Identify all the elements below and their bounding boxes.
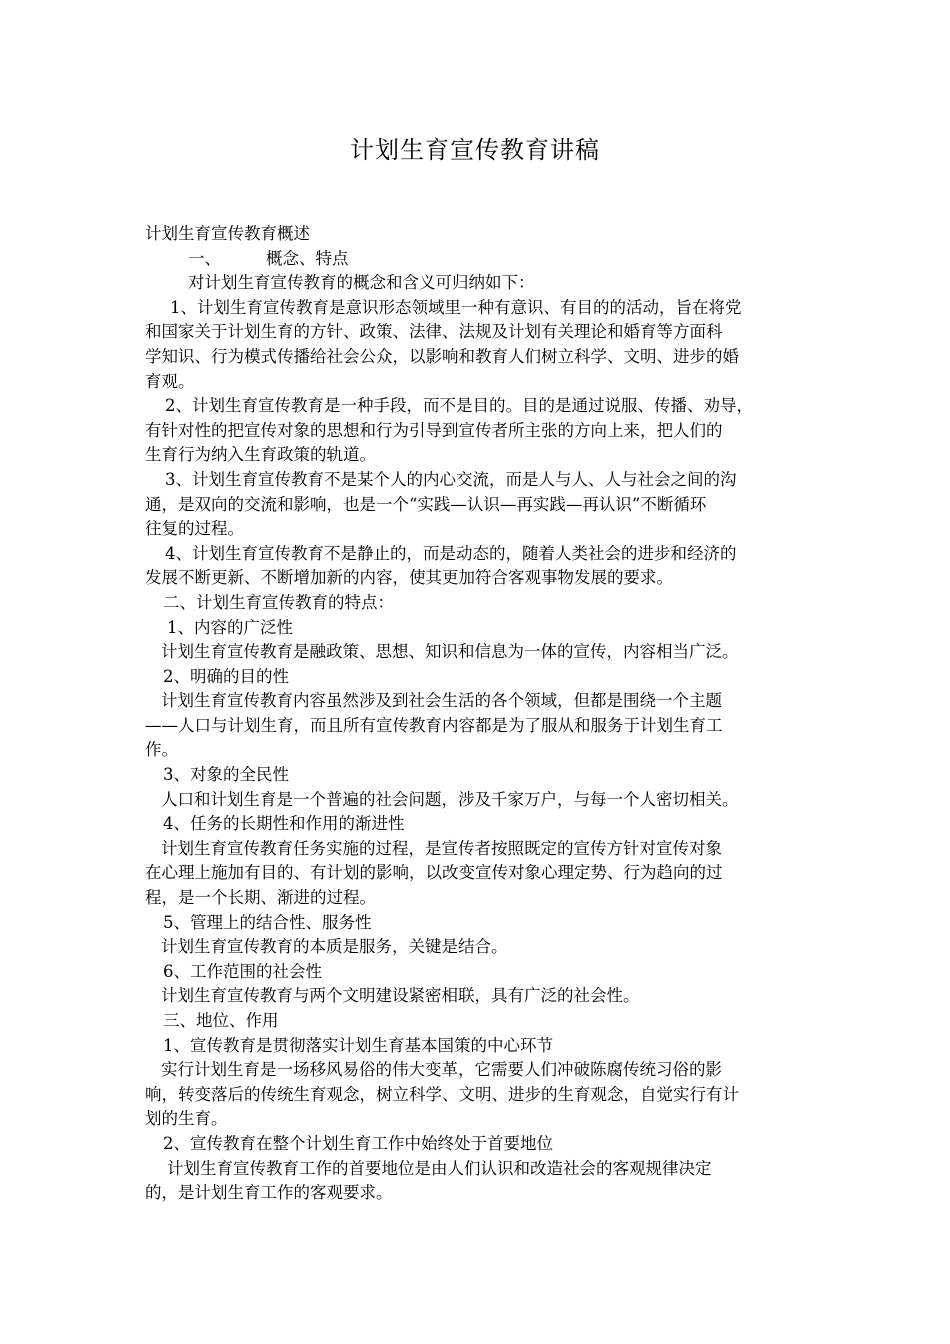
subsection-heading: 1、内容的广泛性 xyxy=(167,617,293,637)
paragraph-line: 往复的过程。 xyxy=(145,519,244,539)
paragraph-line: 划的生育。 xyxy=(145,1109,228,1129)
section-heading: 二、计划生育宣传教育的特点： xyxy=(163,592,394,612)
paragraph-line: 生育行为纳入生育政策的轨道。 xyxy=(145,445,376,465)
paragraph-line: 的，是计划生育工作的客观要求。 xyxy=(145,1183,393,1203)
paragraph-line: 计划生育宣传教育的本质是服务，关键是结合。 xyxy=(161,937,508,957)
paragraph-line: 程，是一个长期、渐进的过程。 xyxy=(145,888,376,908)
paragraph-line: 计划生育宣传教育工作的首要地位是由人们认识和改造社会的客观规律决定 xyxy=(167,1158,712,1178)
subsection-heading: 2、明确的目的性 xyxy=(163,666,289,686)
subsection-heading: 3、对象的全民性 xyxy=(163,765,289,785)
section-title: 概念、特点 xyxy=(266,248,349,268)
paragraph-line: 作。 xyxy=(145,740,178,760)
paragraph-line: 响，转变落后的传统生育观念，树立科学、文明、进步的生育观念，自觉实行有计 xyxy=(145,1084,739,1104)
section-number: 一、 xyxy=(188,248,221,268)
subsection-heading: 1、宣传教育是贯彻落实计划生育基本国策的中心环节 xyxy=(163,1035,553,1055)
subsection-heading: 2、宣传教育在整个计划生育工作中始终处于首要地位 xyxy=(163,1133,553,1153)
section-heading: 三、地位、作用 xyxy=(163,1011,279,1030)
paragraph-line: 1、计划生育宣传教育是意识形态领域里一种有意识、有目的的活动，旨在将党 xyxy=(170,297,742,317)
paragraph-line: 实行计划生育是一场移风易俗的伟大变革，它需要人们冲破陈腐传统习俗的影 xyxy=(161,1060,722,1080)
subsection-heading: 6、工作范围的社会性 xyxy=(163,961,322,981)
paragraph-line: 学知识、行为模式传播给社会公众，以影响和教育人们树立科学、文明、进步的婚 xyxy=(145,346,739,366)
section-heading xyxy=(145,247,810,272)
document-title: 计划生育宣传教育讲稿 xyxy=(350,136,600,164)
paragraph-line: 有针对性的把宣传对象的思想和行为引导到宣传者所主张的方向上来，把人们的 xyxy=(145,420,723,440)
document-body xyxy=(145,222,810,1206)
section-heading: 计划生育宣传教育概述 xyxy=(145,224,310,243)
paragraph-line: 发展不断更新、不断增加新的内容，使其更加符合客观事物发展的要求。 xyxy=(145,568,673,588)
paragraph-line: 计划生育宣传教育内容虽然涉及到社会生活的各个领域，但都是围绕一个主题 xyxy=(161,691,722,711)
paragraph-line: 2、计划生育宣传教育是一种手段，而不是目的。目的是通过说服、传播、劝导， xyxy=(165,396,753,416)
paragraph-line: 计划生育宣传教育与两个文明建设紧密相联，具有广泛的社会性。 xyxy=(161,986,640,1006)
subsection-heading: 5、管理上的结合性、服务性 xyxy=(163,912,372,932)
paragraph-line: 计划生育宣传教育任务实施的过程，是宣传者按照既定的宣传方针对宣传对象 xyxy=(161,838,722,858)
paragraph-line: 人口和计划生育是一个普遍的社会问题，涉及千家万户，与每一个人密切相关。 xyxy=(161,789,739,809)
paragraph-line: ——人口与计划生育，而且所有宣传教育内容都是为了服从和服务于计划生育工 xyxy=(145,715,723,735)
paragraph-line: 对计划生育宣传教育的概念和含义可归纳如下： xyxy=(188,273,535,293)
paragraph-line: 3、计划生育宣传教育不是某个人的内心交流，而是人与人、人与社会之间的沟 xyxy=(165,469,737,489)
paragraph-line: 计划生育宣传教育是融政策、思想、知识和信息为一体的宣传，内容相当广泛。 xyxy=(161,642,739,662)
paragraph-line: 在心理上施加有目的、有计划的影响，以改变宣传对象心理定势、行为趋向的过 xyxy=(145,863,723,883)
paragraph-line: 4、计划生育宣传教育不是静止的，而是动态的，随着人类社会的进步和经济的 xyxy=(165,543,737,563)
paragraph-line: 和国家关于计划生育的方针、政策、法律、法规及计划有关理论和婚育等方面科 xyxy=(145,322,723,342)
paragraph-line: 育观。 xyxy=(145,371,195,391)
paragraph-line: 通，是双向的交流和影响，也是一个“实践—认识—再实践—再认识”不断循环 xyxy=(145,494,707,514)
subsection-heading: 4、任务的长期性和作用的渐进性 xyxy=(163,814,405,834)
